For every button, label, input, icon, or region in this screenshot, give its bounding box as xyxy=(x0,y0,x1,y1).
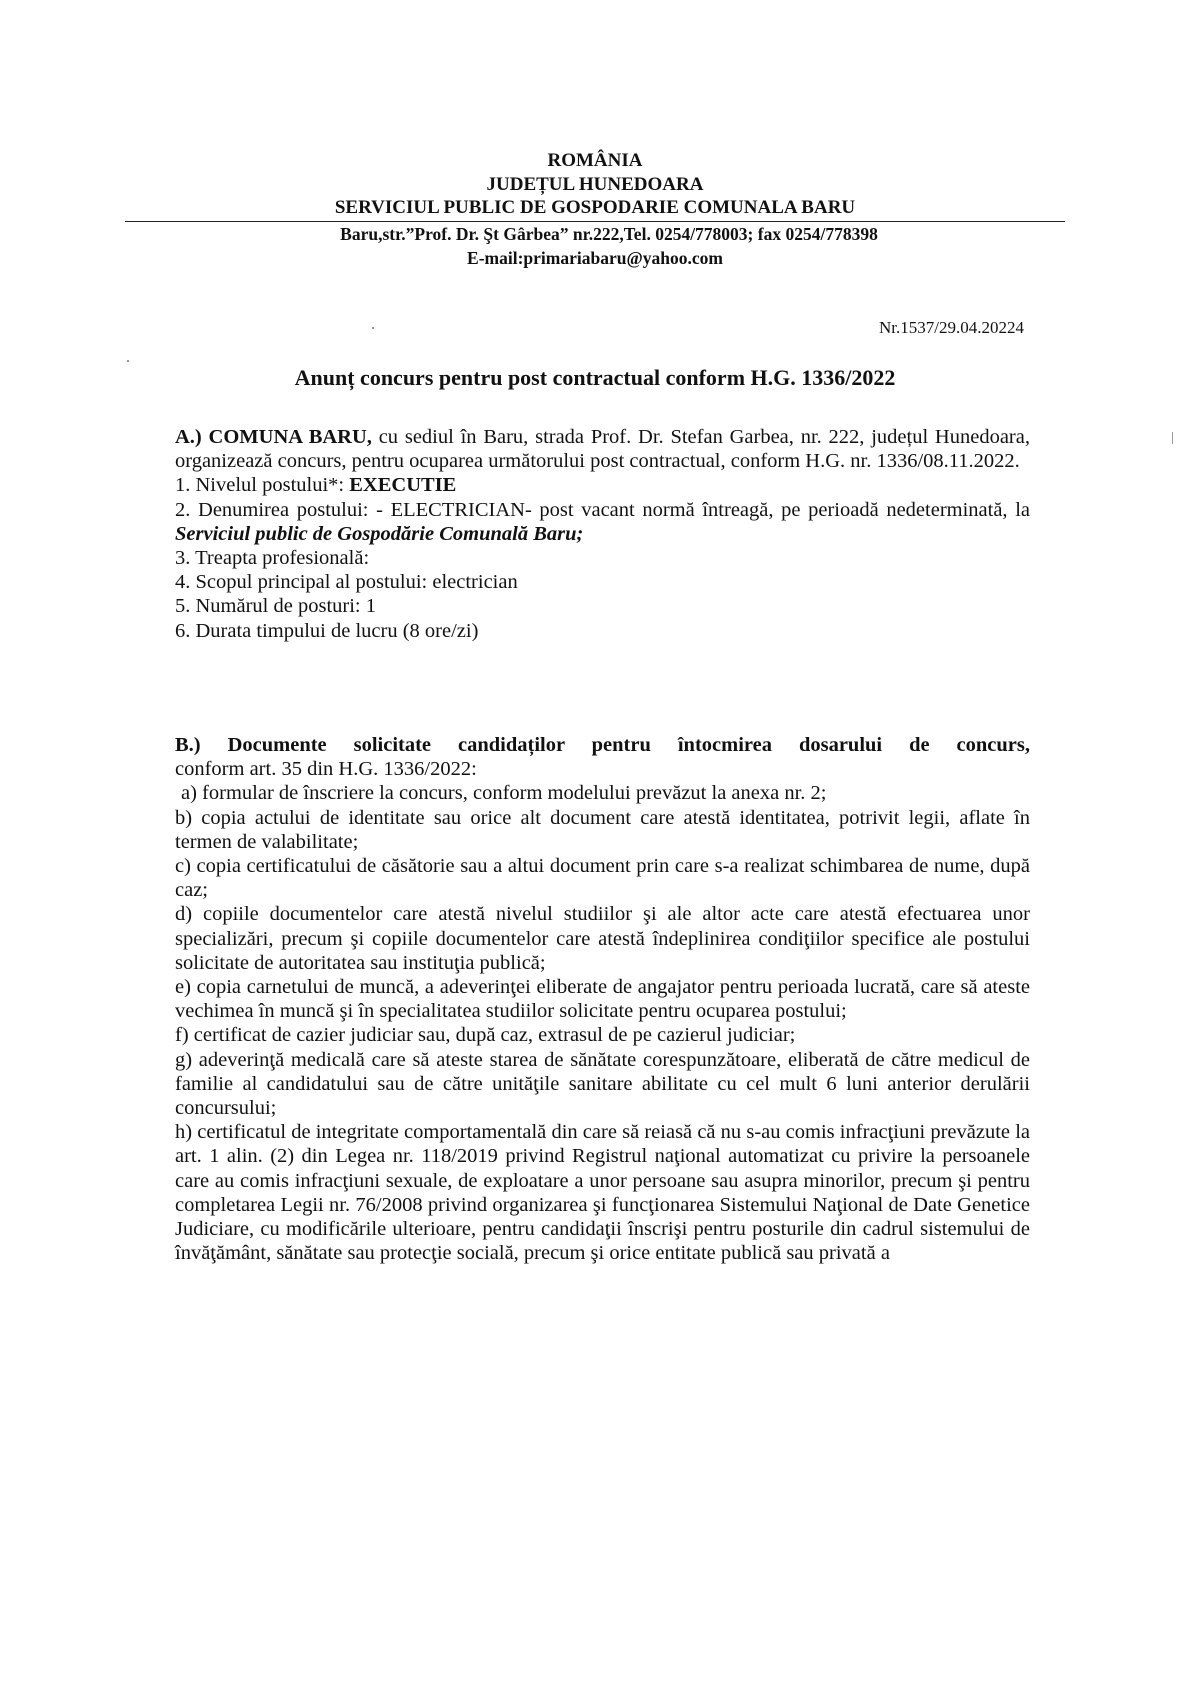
document-item-b: b) copia actului de identitate sau orice alt document care atestă identitatea, potrivit legii, aflate în termen de valabilitate; xyxy=(175,806,1030,853)
document-title: Anunț concurs pentru post contractual conform H.G. 1336/2022 xyxy=(294,365,896,390)
post-level-value: EXECUTIE xyxy=(349,474,457,497)
section-a-intro-text: cu sediul în Baru, strada Prof. Dr. Stefan Garbea, nr. 222, județul Hunedoara, organizează concurs, pentru ocuparea următorului post contractual, conform H.G. nr. 1336/08.11.2022. xyxy=(175,426,1030,473)
document-item-d: d) copiile documentelor care atestă nivelul studiilor şi ale altor acte care atestă efectuarea unor specializări, precum şi copiile documentelor care atestă îndeplinirea condiţiilor specifice ale postului solicitate de autoritatea sau instituţia publică; xyxy=(175,903,1030,974)
scan-speck xyxy=(1172,432,1173,444)
registration-number: Nr.1537/29.04.20224 xyxy=(879,318,1024,337)
post-name-text: 2. Denumirea postului: - ELECTRICIAN- post vacant normă întreagă, pe perioadă nedeterminată, la xyxy=(175,498,1030,521)
post-department: Serviciul public de Gospodărie Comunală Baru; xyxy=(175,522,584,545)
header-address: Baru,str.”Prof. Dr. Şt Gârbea” nr.222,Tel. 0254/778003; fax 0254/778398 xyxy=(340,224,878,244)
scan-speck xyxy=(127,360,129,362)
header-country: ROMÂNIA xyxy=(547,150,643,171)
post-count: 5. Numărul de posturi: 1 xyxy=(175,595,376,618)
document-item-c: c) copia certificatului de căsătorie sau a altui document prin care s-a realizat schimbarea de nume, după caz; xyxy=(175,855,1030,902)
document-item-a: a) formular de înscriere la concurs, conform modelului prevăzut la anexa nr. 2; xyxy=(181,782,827,805)
post-name xyxy=(175,498,1030,546)
document-item-g: g) adeverinţă medicală care să ateste starea de sănătate corespunzătoare, eliberată de către medicul de familie al candidatului sau de către unităţile sanitare abilitate cu cel mult 6 luni anterior derulării concursului; xyxy=(175,1048,1030,1120)
section-b xyxy=(175,733,1030,1265)
header-institution: SERVICIUL PUBLIC DE GOSPODARIE COMUNALA BARU xyxy=(334,197,856,218)
document-item-h: h) certificatul de integritate comportamentală din care să reiasă că nu s-au comis infracţiuni prevăzute la art. 1 alin. (2) din Legea nr. 118/2019 privind Registrul naţional automatizat cu privire la persoanele care au comis infracţiuni sexuale, de exploatare a unor persoane sau asupra minorilor, precum şi pentru completarea Legii nr. 76/2008 privind organizarea şi funcţionarea Sistemului Naţional de Date Genetice Judiciare, cu modificările ulterioare, pentru candidaţii înscrişi pentru posturile din cadrul sistemului de învăţământ, sănătate sau protecţie socială, precum şi orice entitate publică sau privată a xyxy=(175,1121,1030,1265)
document-item-f: f) certificat de cazier judiciar sau, după caz, extrasul de pe cazierul judiciar; xyxy=(175,1024,796,1047)
section-a-heading: A.) COMUNA BARU, xyxy=(175,426,372,448)
section-a xyxy=(175,425,1030,643)
work-hours: 6. Durata timpului de lucru (8 ore/zi) xyxy=(175,619,479,642)
header-divider xyxy=(125,221,1065,222)
section-a-intro xyxy=(175,425,1030,473)
post-level xyxy=(175,473,1030,497)
header-county: JUDEȚUL HUNEDOARA xyxy=(486,174,704,195)
post-purpose: 4. Scopul principal al postului: electrician xyxy=(175,571,518,594)
document-item-e: e) copia carnetului de muncă, a adeverinţei eliberate de angajator pentru perioada lucrată, care să ateste vechimea în muncă şi în specialitatea studiilor solicitate pentru ocuparea postului; xyxy=(175,976,1030,1023)
section-b-heading: B.) Documente solicitate candidaților pentru întocmirea dosarului de concurs, xyxy=(175,734,1030,756)
post-level-label: 1. Nivelul postului*: xyxy=(175,474,350,497)
scan-speck xyxy=(372,327,374,329)
section-b-subheading: conform art. 35 din H.G. 1336/2022: xyxy=(175,758,477,781)
header-email: E-mail:primariabaru@yahoo.com xyxy=(467,248,723,268)
professional-grade: 3. Treapta profesională: xyxy=(175,547,370,570)
